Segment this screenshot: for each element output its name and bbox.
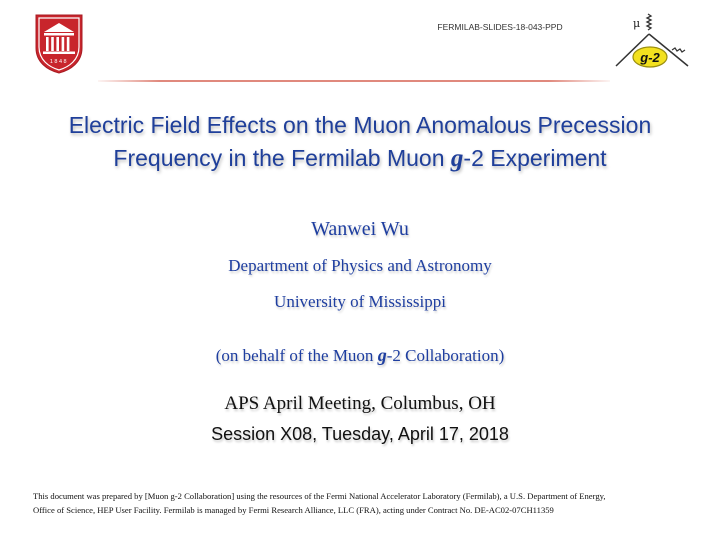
muon-g2-logo bbox=[612, 10, 692, 76]
title-line-1: Electric Field Effects on the Muon Anomalous Precession bbox=[68, 112, 652, 138]
disclaimer-line-1: This document was prepared by [Muon g-2 Collaboration] using the resources of the Fermi National Accelerator Laboratory (Fermilab), a U.S. Department of Energy, bbox=[33, 491, 606, 501]
disclaimer bbox=[33, 489, 693, 517]
collaboration-note bbox=[0, 345, 720, 366]
slide-id: FERMILAB-SLIDES-18-043-PPD bbox=[437, 22, 563, 32]
author-name: Wanwei Wu bbox=[311, 218, 409, 240]
header-divider bbox=[98, 80, 610, 82]
session-info: Session X08, Tuesday, April 17, 2018 bbox=[211, 424, 509, 444]
title-line-2-suffix: -2 Experiment bbox=[463, 145, 607, 171]
g2-logo-text: g-2 bbox=[640, 50, 660, 65]
g2-logo-mu: μ bbox=[633, 17, 641, 30]
university-seal-logo bbox=[33, 12, 85, 74]
disclaimer-line-2: Office of Science, HEP User Facility. Fermilab is managed by Fermi Research Alliance, LLC (FRA), acting under Contract No. DE-AC02-07CH11359 bbox=[33, 505, 554, 515]
behalf-g-symbol: g bbox=[377, 345, 387, 365]
author-department: Department of Physics and Astronomy bbox=[228, 256, 492, 275]
title-g-symbol: g bbox=[450, 145, 464, 172]
seal-year: 1848 bbox=[49, 59, 69, 65]
behalf-suffix: -2 Collaboration) bbox=[386, 346, 505, 365]
title-line-2 bbox=[0, 145, 720, 173]
meeting-name: APS April Meeting, Columbus, OH bbox=[224, 393, 496, 414]
author-university: University of Mississippi bbox=[274, 292, 446, 311]
title-line-2-prefix: Frequency in the Fermilab Muon bbox=[113, 145, 451, 171]
behalf-prefix: (on behalf of the Muon bbox=[215, 346, 378, 365]
